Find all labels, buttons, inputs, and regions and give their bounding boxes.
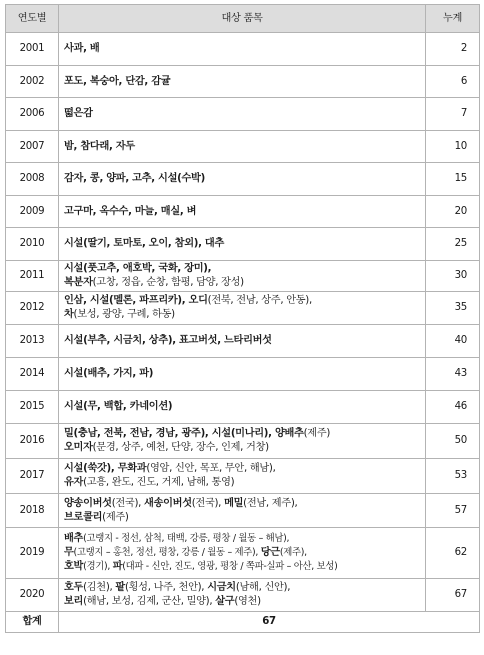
row-items — [59, 325, 426, 358]
items-line — [64, 75, 420, 89]
row-year: 2019 — [6, 528, 59, 579]
row-cumulative-count: 57 — [426, 494, 480, 528]
row-cumulative-count: 35 — [426, 292, 480, 325]
row-cumulative-count: 40 — [426, 325, 480, 358]
region-text: (고흥, 완도, 진도, 거제, 남해, 통영) — [83, 477, 235, 488]
row-year: 2002 — [6, 66, 59, 98]
crop-name: 시설(딸기, 토마토, 오이, 참외), 대추 — [64, 238, 225, 249]
items-line — [64, 546, 420, 560]
region-text: (제주) — [102, 511, 129, 523]
table-body — [6, 33, 480, 612]
region-text: (횡성, 나주, 천안), — [124, 582, 208, 593]
items-line — [64, 560, 420, 574]
crop-name: 밤, 참다래, 자두 — [64, 140, 135, 152]
row-items — [59, 33, 426, 66]
region-text: (영천) — [234, 596, 261, 607]
crop-name: 당근 — [260, 547, 280, 558]
row-cumulative-count: 30 — [426, 261, 480, 292]
items-line — [64, 262, 420, 276]
items-line — [64, 308, 420, 322]
crop-name: 파 — [112, 561, 123, 572]
crop-insurance-table — [5, 4, 480, 633]
items-line — [64, 172, 420, 186]
row-items — [59, 579, 426, 612]
crop-name: 떫은감 — [64, 108, 93, 119]
crop-name: 오미자 — [64, 442, 93, 453]
region-text: (남해, 신안), — [235, 582, 291, 593]
table-row — [6, 325, 480, 358]
region-text: (보성, 광양, 구례, 하동) — [73, 309, 175, 320]
row-year: 2017 — [6, 459, 59, 494]
total-row — [6, 612, 480, 633]
row-year: 2006 — [6, 98, 59, 131]
crop-name: 시금치 — [207, 582, 236, 593]
crop-name: 밀(충남, 전북, 전남, 경남, 광주), 시설(미나리), 양배추 — [64, 428, 304, 439]
row-items — [59, 459, 426, 494]
header-items: 대상 품목 — [59, 5, 426, 33]
row-cumulative-count: 25 — [426, 228, 480, 261]
items-line — [64, 511, 420, 525]
row-year: 2013 — [6, 325, 59, 358]
table-row — [6, 196, 480, 228]
row-year: 2018 — [6, 494, 59, 528]
row-items — [59, 261, 426, 292]
items-line — [64, 237, 420, 251]
crop-name: 인삼, 시설(멜론, 파프리카), 오디 — [64, 295, 208, 306]
row-year: 2014 — [6, 358, 59, 391]
items-line — [64, 205, 420, 219]
crop-name: 시설(무, 백합, 카네이션) — [64, 401, 173, 412]
items-line — [64, 441, 420, 455]
row-cumulative-count: 46 — [426, 391, 480, 424]
row-year: 2010 — [6, 228, 59, 261]
region-text: (전남, 제주), — [243, 497, 298, 509]
table-row — [6, 494, 480, 528]
row-cumulative-count: 53 — [426, 459, 480, 494]
crop-name: 시설(부추, 시금치, 상추), 표고버섯, 느타리버섯 — [64, 335, 272, 346]
items-line — [64, 140, 420, 154]
row-items — [59, 494, 426, 528]
items-line — [64, 581, 420, 595]
row-items — [59, 391, 426, 424]
region-text: (제주), — [279, 547, 307, 558]
crop-name: 사과, 배 — [64, 43, 100, 54]
header-count: 누계 — [426, 5, 480, 33]
items-line — [64, 42, 420, 56]
region-text: (고창, 정읍, 순창, 함평, 담양, 장성) — [92, 277, 244, 288]
crop-name: 메밀 — [224, 497, 244, 509]
table-row — [6, 261, 480, 292]
total-label: 합계 — [6, 612, 59, 633]
table-row — [6, 391, 480, 424]
table-row — [6, 292, 480, 325]
row-cumulative-count: 50 — [426, 424, 480, 459]
region-text: (고랭지 - 정선, 삼척, 태백, 강릉, 평창 / 월동 – 해남), — [83, 533, 290, 544]
crop-name: 살구 — [215, 596, 235, 607]
crop-name: 시설(풋고추, 애호박, 국화, 장미), — [64, 263, 212, 274]
row-cumulative-count: 20 — [426, 196, 480, 228]
crop-name: 고구마, 옥수수, 마늘, 매실, 벼 — [64, 205, 197, 217]
region-text: (영암, 신안, 목포, 무안, 해남), — [146, 463, 276, 474]
crop-name: 새송이버섯 — [144, 497, 192, 509]
crop-name: 브로콜리 — [64, 511, 103, 523]
row-cumulative-count: 15 — [426, 163, 480, 196]
crop-name: 호두 — [64, 582, 84, 593]
row-cumulative-count: 7 — [426, 98, 480, 131]
table-row — [6, 66, 480, 98]
row-items — [59, 424, 426, 459]
crop-name: 양송이버섯 — [64, 497, 112, 509]
crop-name: 복분자 — [64, 277, 93, 288]
total-value: 67 — [59, 612, 480, 633]
table-row — [6, 528, 480, 579]
region-text: (대파 - 신안, 진도, 영광, 평창 / 쪽파-실파 – 아산, 보성) — [122, 561, 338, 572]
crop-name: 시설(쑥갓), 무화과 — [64, 463, 147, 474]
items-line — [64, 276, 420, 290]
region-text: (전북, 전남, 상주, 안동), — [207, 295, 312, 306]
header-row — [6, 5, 480, 33]
row-cumulative-count: 10 — [426, 131, 480, 163]
row-cumulative-count: 2 — [426, 33, 480, 66]
table-row — [6, 98, 480, 131]
row-items — [59, 131, 426, 163]
items-line — [64, 107, 420, 121]
table-row — [6, 163, 480, 196]
row-year: 2001 — [6, 33, 59, 66]
row-year: 2007 — [6, 131, 59, 163]
items-line — [64, 532, 420, 546]
crop-name: 팥 — [115, 582, 125, 593]
table-row — [6, 459, 480, 494]
row-year: 2015 — [6, 391, 59, 424]
items-line — [64, 497, 420, 511]
items-line — [64, 462, 420, 476]
items-line — [64, 476, 420, 490]
region-text: (김천), — [83, 582, 116, 593]
row-items — [59, 163, 426, 196]
items-line — [64, 294, 420, 308]
row-items — [59, 292, 426, 325]
row-year: 2012 — [6, 292, 59, 325]
table-row — [6, 131, 480, 163]
row-items — [59, 228, 426, 261]
region-text: (경기), — [83, 561, 113, 572]
items-line — [64, 334, 420, 348]
crop-name: 차 — [64, 309, 74, 320]
row-year: 2020 — [6, 579, 59, 612]
region-text: (해남, 보성, 김제, 군산, 밀양), — [83, 596, 216, 607]
region-text: (고랭지 – 홍천, 정선, 평창, 강릉 / 월동 – 제주), — [73, 547, 261, 558]
region-text: (전국), — [191, 497, 225, 509]
crop-name: 포도, 복숭아, 단감, 감귤 — [64, 75, 171, 87]
crop-name: 유자 — [64, 477, 84, 488]
table-row — [6, 358, 480, 391]
row-items — [59, 358, 426, 391]
items-line — [64, 595, 420, 609]
crop-name: 시설(배추, 가지, 파) — [64, 368, 154, 379]
row-cumulative-count: 43 — [426, 358, 480, 391]
row-cumulative-count: 67 — [426, 579, 480, 612]
table-row — [6, 228, 480, 261]
row-items — [59, 528, 426, 579]
table-row — [6, 424, 480, 459]
row-cumulative-count: 62 — [426, 528, 480, 579]
row-items — [59, 196, 426, 228]
crop-name: 보리 — [64, 596, 84, 607]
table-row — [6, 579, 480, 612]
row-year: 2011 — [6, 261, 59, 292]
region-text: (문경, 상주, 예천, 단양, 장수, 인제, 거창) — [92, 442, 269, 453]
row-cumulative-count: 6 — [426, 66, 480, 98]
row-year: 2008 — [6, 163, 59, 196]
crop-name: 배추 — [64, 533, 84, 544]
crop-name: 무 — [64, 547, 74, 558]
items-line — [64, 367, 420, 381]
row-items — [59, 98, 426, 131]
row-items — [59, 66, 426, 98]
crop-name: 호박 — [64, 561, 84, 572]
header-year: 연도별 — [6, 5, 59, 33]
table-row — [6, 33, 480, 66]
crop-name: 감자, 콩, 양파, 고추, 시설(수박) — [64, 173, 205, 184]
row-year: 2009 — [6, 196, 59, 228]
items-line — [64, 400, 420, 414]
row-year: 2016 — [6, 424, 59, 459]
items-line — [64, 427, 420, 441]
region-text: (제주) — [303, 428, 331, 439]
region-text: (전국), — [111, 497, 145, 509]
